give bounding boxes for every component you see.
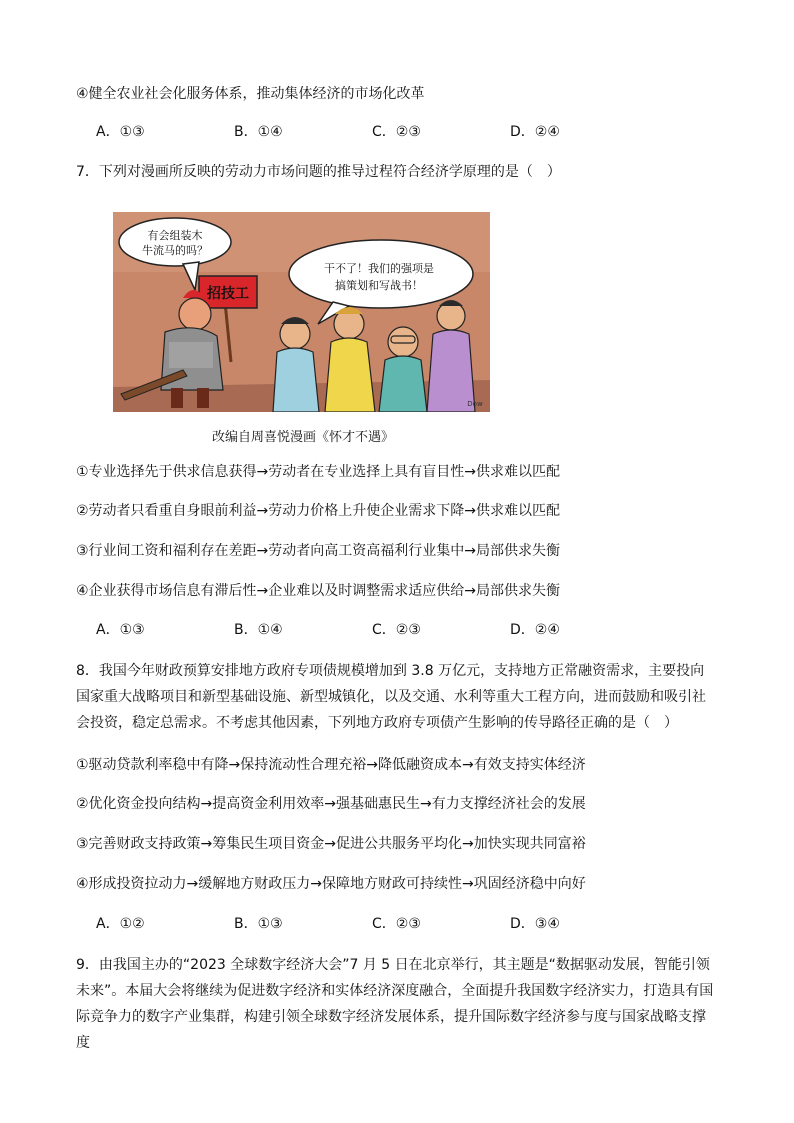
- q6-option-d: D．②④: [510, 124, 560, 140]
- q8-option-a: A．①②: [96, 916, 145, 932]
- q8-statement-4: ④形成投资拉动力→缓解地方财政压力→保障地方财政可持续性→巩固经济稳中向好: [76, 876, 586, 892]
- q8-stem: 8．我国今年财政预算安排地方政府专项债规模增加到 3.8 万亿元，支持地方正常融资需求，主要投向国家重大战略项目和新型基础设施、新型城镇化，以及交通、水利等重大工程方向，进而鼓励和吸引社会投资，稳定总需求。不考虑其他因素，下列地方政府专项债产生影响的传导路径正确的是（ ）: [76, 663, 706, 731]
- q7-option-a: A．①③: [96, 622, 145, 638]
- cartoon-right-bubble-line-1: 干不了！我们的强项是: [324, 262, 434, 275]
- q7-cartoon-image: [113, 212, 490, 412]
- q7-statement-1: ①专业选择先于供求信息获得→劳动者在专业选择上具有盲目性→供求难以匹配: [76, 464, 561, 480]
- q8-statement-2: ②优化资金投向结构→提高资金利用效率→强基础惠民生→有力支撑经济社会的发展: [76, 796, 586, 812]
- q7-option-c: C．②③: [372, 622, 421, 638]
- q7-statement-3: ③行业间工资和福利存在差距→劳动者向高工资高福利行业集中→局部供求失衡: [76, 543, 561, 559]
- cartoon-left-bubble-line-2: 牛流马的吗？: [142, 244, 208, 257]
- q9-stem: 9．由我国主办的“2023 全球数字经济大会”7 月 5 日在北京举行，其主题是“数据驱动发展，智能引领未来”。本届大会将继续为促进数字经济和实体经济深度融合，全面提升我国数字经济实力，打造具有国际竞争力的数字产业集群，构建引领全球数字经济发展体系，提升国际数字经济参与度与国家战略支撑度: [76, 957, 714, 1051]
- q8-option-c: C．②③: [372, 916, 421, 932]
- q7-stem: 7．下列对漫画所反映的劳动力市场问题的推导过程符合经济学原理的是（ ）: [76, 164, 561, 180]
- q8-statement-3: ③完善财政支持政策→筹集民生项目资金→促进公共服务平均化→加快实现共同富裕: [76, 836, 586, 852]
- q7-cartoon-caption: 改编自周喜悦漫画《怀才不遇》: [212, 430, 395, 445]
- cartoon-signature: Dow: [467, 400, 483, 408]
- q6-options: [96, 122, 648, 142]
- q7-option-b: B．①④: [234, 622, 283, 638]
- q7-options: [96, 620, 648, 640]
- q6-option-b: B．①④: [234, 124, 283, 140]
- q6-option-c: C．②③: [372, 124, 421, 140]
- cartoon-right-bubble-line-2: 搞策划和写战书！: [335, 279, 423, 292]
- q8-options: [96, 914, 648, 934]
- q8-option-d: D．③④: [510, 916, 560, 932]
- q8-statement-1: ①驱动贷款利率稳中有降→保持流动性合理充裕→降低融资成本→有效支持实体经济: [76, 757, 586, 773]
- cartoon-sign-text: 招技工: [207, 286, 249, 302]
- q8-option-b: B．①③: [234, 916, 283, 932]
- q7-statement-2: ②劳动者只看重自身眼前利益→劳动力价格上升使企业需求下降→供求难以匹配: [76, 503, 561, 519]
- q7-option-d: D．②④: [510, 622, 560, 638]
- q6-statement-4: ④健全农业社会化服务体系，推动集体经济的市场化改革: [76, 86, 425, 102]
- q7-statement-4: ④企业获得市场信息有滞后性→企业难以及时调整需求适应供给→局部供求失衡: [76, 583, 561, 599]
- cartoon-left-bubble-line-1: 有会组装木: [147, 229, 203, 242]
- q6-option-a: A．①③: [96, 124, 145, 140]
